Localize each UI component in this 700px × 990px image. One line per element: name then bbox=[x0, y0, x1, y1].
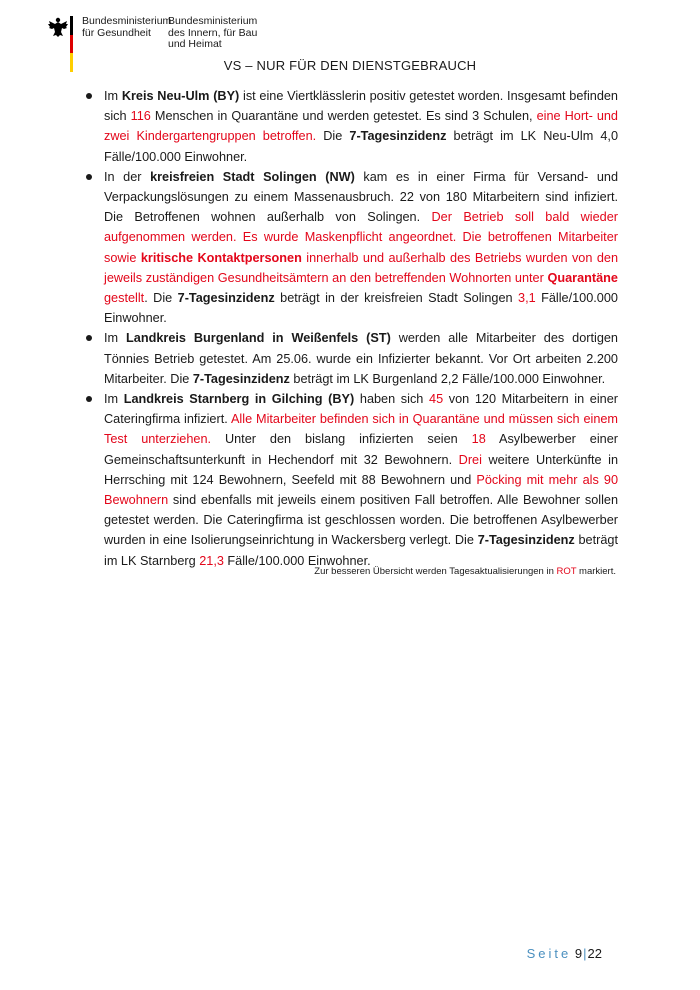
highlighted-text: Alle Mitarbeiter befinden sich in Quarantäne und müssen sich einem Test unterziehen. bbox=[104, 412, 618, 447]
note-highlight: ROT bbox=[556, 566, 577, 577]
bullet-text: kam es in einer Firma für Versand- und Verpackungslösungen zu einem Massenausbruch. 22 von 180 Mitarbeitern sind infiziert. Die Betroffenen wohnen außerhalb von Solingen. bbox=[104, 169, 618, 225]
total-pages: 22 bbox=[587, 946, 602, 961]
bullet-text: von 120 Mitarbeitern in einer Cateringfirma infiziert. bbox=[104, 392, 619, 427]
highlighted-text: Pöcking mit mehr als 90 Bewohnern bbox=[104, 472, 619, 508]
bullet-text: Landkreis Starnberg in Gilching (BY) bbox=[123, 392, 355, 407]
federal-eagle-icon bbox=[48, 16, 68, 38]
bullet-dot-icon bbox=[86, 335, 92, 341]
bullet-dot-icon bbox=[86, 174, 92, 180]
bullet-text: weitere Unterkünfte in Herrsching mit 124 Bewohnern, Seefeld mit 88 Bewohnern und bbox=[104, 452, 619, 487]
bullet-text: Fälle/100.000 Einwohner. bbox=[223, 553, 371, 568]
bullet-item bbox=[86, 167, 618, 329]
highlighted-text: 18 bbox=[471, 432, 486, 447]
page-label: Seite bbox=[526, 946, 572, 961]
highlighted-text: innerhalb und außerhalb des Betriebs wurden von den jeweils zuständigen Gesundheitsämtern an den betreffenden Wohnorten unter bbox=[104, 250, 619, 285]
bullet-item bbox=[86, 389, 618, 571]
ministry-interior-line: des Innern, für Bau bbox=[168, 26, 258, 39]
bullet-text: beträgt im LK Starnberg bbox=[104, 533, 618, 568]
bullet-text: Menschen in Quarantäne und werden getestet. Es sind 3 Schulen, bbox=[150, 109, 537, 124]
update-note bbox=[314, 566, 616, 577]
highlighted-text: gestellt bbox=[104, 291, 145, 306]
report-body bbox=[86, 86, 618, 571]
ministry-interior-line: Bundesministerium bbox=[168, 15, 258, 27]
bullet-text: kreisfreien Stadt Solingen (NW) bbox=[150, 169, 355, 184]
bullet-text: Landkreis Burgenland in Weißenfels (ST) bbox=[126, 331, 391, 346]
classification-label: VS – NUR FÜR DEN DIENSTGEBRAUCH bbox=[223, 58, 477, 73]
highlighted-text: Quarantäne bbox=[547, 270, 618, 285]
bullet-text: Unter den bislang infizierten seien bbox=[211, 432, 472, 447]
bullet-text: Im bbox=[104, 331, 127, 346]
bullet-text: Asylbewerber einer Gemeinschaftsunterkunft in Hechendorf mit 32 Bewohnern. bbox=[104, 432, 618, 467]
bullet-text: Fälle/100.000 Einwohner. bbox=[104, 291, 618, 326]
ministry-health-line: Bundesministerium bbox=[82, 15, 172, 27]
highlighted-text: kritische Kontaktpersonen bbox=[140, 250, 302, 265]
bullet-text: Kreis Neu-Ulm (BY) bbox=[121, 89, 240, 103]
current-page: 9 bbox=[574, 946, 583, 961]
ministry-health-name bbox=[82, 16, 171, 39]
bullet-text: 7-Tagesinzidenz bbox=[192, 371, 290, 386]
highlighted-text: 45 bbox=[429, 392, 444, 407]
bullet-text: beträgt in der kreisfreien Stadt Solingen bbox=[274, 291, 519, 306]
bullet-text: werden alle Mitarbeiter des dortigen Tönnies Betrieb getestet. Am 25.06. wurde ein Infizierter bekannt. Vor Ort arbeiten 2.200 Mitarbeiter. Die bbox=[104, 331, 618, 386]
bullet-text: sind ebenfalls mit jeweils einem positiven Fall betroffen. Alle Bewohner sollen getestet werden. Die Cateringfirma ist geschlossen worden. Die betroffenen Asylbewerber wurden in eine Isolierungseinrichtung in Wackersberg verlegt. Die bbox=[104, 493, 618, 548]
highlighted-text: Der Betrieb soll bald wieder aufgenommen werden. Es wurde Maskenpflicht angeordnet. Die betroffenen Mitarbeiter sowie bbox=[104, 210, 618, 265]
bullet-item bbox=[86, 86, 618, 167]
page-separator: | bbox=[583, 946, 587, 961]
bullet-text: beträgt im LK Neu-Ulm 4,0 Fälle/100.000 Einwohner. bbox=[104, 129, 619, 164]
bullet-text: In der bbox=[104, 169, 151, 184]
ministry-interior-name bbox=[168, 16, 257, 51]
highlighted-text: Drei bbox=[458, 452, 482, 467]
note-text: Zur besseren Übersicht werden Tagesaktualisierungen in bbox=[314, 566, 557, 577]
bullet-text: ist eine Viertklässlerin positiv getestet worden. Insgesamt befinden sich bbox=[104, 89, 618, 124]
page-number bbox=[527, 946, 602, 961]
bullet-dot-icon bbox=[86, 396, 92, 402]
ministry-health-line: für Gesundheit bbox=[82, 26, 151, 39]
bullet-list bbox=[86, 86, 618, 571]
highlighted-text: 116 bbox=[130, 109, 151, 124]
note-text-end: markiert. bbox=[576, 566, 616, 577]
bullet-text: . Die bbox=[144, 291, 178, 306]
bullet-text: 7-Tagesinzidenz bbox=[177, 291, 275, 306]
bullet-text: haben sich bbox=[354, 392, 430, 407]
bullet-text: beträgt im LK Burgenland 2,2 Fälle/100.000 Einwohner. bbox=[289, 371, 606, 386]
bullet-text: Im bbox=[104, 392, 124, 407]
highlighted-text: 3,1 bbox=[518, 291, 536, 306]
highlighted-text: eine Hort- und zwei Kindergartengruppen betroffen. bbox=[104, 109, 618, 144]
bullet-text: 7-Tagesinzidenz bbox=[349, 129, 447, 144]
bullet-text: Die bbox=[316, 129, 350, 144]
highlighted-text: 21,3 bbox=[199, 553, 224, 568]
bullet-dot-icon bbox=[86, 93, 92, 99]
bullet-item bbox=[86, 328, 618, 389]
bullet-text: 7-Tagesinzidenz bbox=[477, 533, 575, 548]
ministry-interior-line: und Heimat bbox=[168, 38, 222, 50]
bullet-text: Im bbox=[104, 89, 122, 103]
